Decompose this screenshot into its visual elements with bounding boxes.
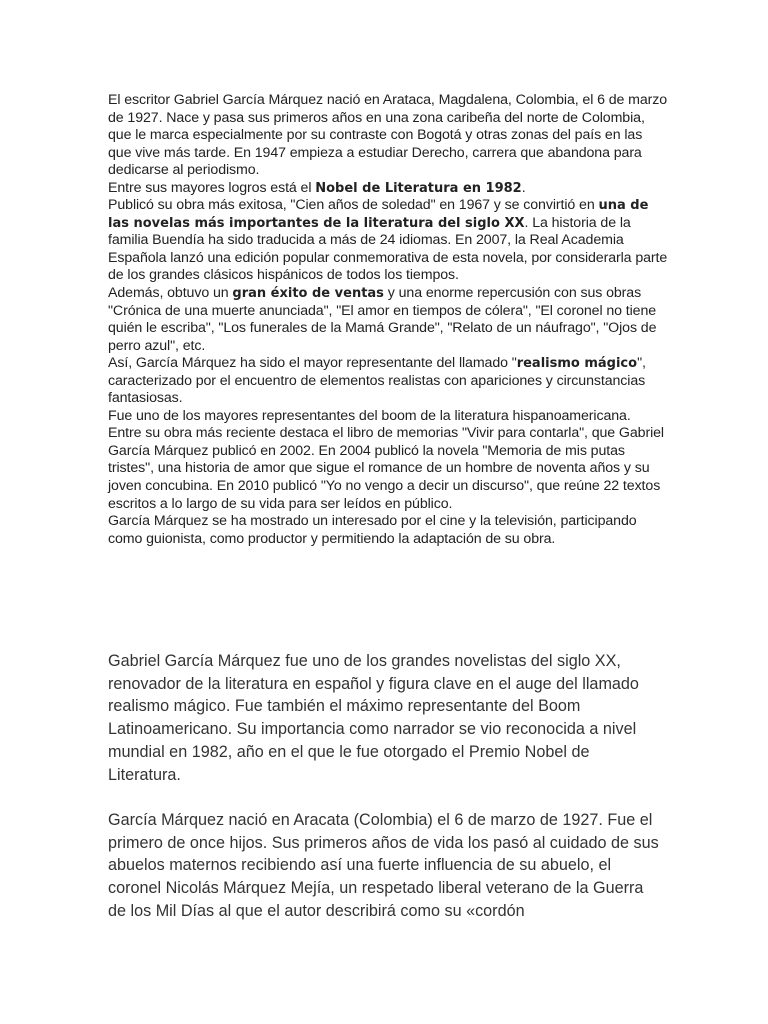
bio-paragraph-cine: García Márquez se ha mostrado un interesado por el cine y la televisión, participando como guionista, como productor y permitiendo la adaptación de su obra. [108,513,637,547]
bio-text: . La historia de la familia Buendía ha sido traducida a más de 24 idiomas. En 2007, la Real Academia Española lanzó una edición popular conmemorativa de esta novela, por considerarla parte de los grandes clásicos hispánicos de todos los tiempos. [108,214,668,284]
biography-section [108,92,668,548]
essay-text: García Márquez nació en Aracata (Colombia) el 6 de marzo de 1927. Fue el primero de once hijos. Sus primeros años de vida los pasó al cuidado de sus abuelos maternos recibiendo así una fuerte influencia de su abuelo, el coronel Nicolás Márquez Mejía, un respetado liberal veterano de la Guerra de los Mil Días al que el autor describirá como su «cordón [108,811,659,920]
bio-highlight: realismo mágico [516,356,638,372]
bio-paragraph-birth: El escritor Gabriel García Márquez nació en Arataca, Magdalena, Colombia, el 6 de marzo de 1927. Nace y pasa sus primeros años en una zona caribeña del norte de Colombia, que le marca especialmente por su contraste con Bogotá y otras zonas del país en las que vive más tarde. En 1947 empieza a estudiar Derecho, carrera que abandona para dedicarse al periodismo. [108,92,668,179]
bio-paragraph-obra-reciente: Entre su obra más reciente destaca el libro de memorias "Vivir para contarla", que Gabriel García Márquez publicó en 2002. En 2004 publicó la novela "Memoria de mis putas tristes", una historia de amor que sigue el romance de un hombre de noventa años y su joven concubina. En 2010 publicó "Yo no vengo a decir un discurso", que reúne 22 textos escritos a lo largo de su vida para ser leídos en público. [108,425,664,512]
essay-paragraph-intro [108,650,663,786]
essay-text: Gabriel García Márquez fue uno de los grandes novelistas del siglo XX, renovador de la literatura en español y figura clave en el auge del llamado realismo mágico. Fue también el máximo representante del Boom Latinoamericano. Su importancia como narrador se vio reconocida a nivel mundial en 1982, año en el que le fue otorgado el Premio Nobel de Literatura. [108,652,639,784]
bio-paragraph-realismo [108,355,668,408]
bio-text: Además, obtuvo un [108,285,233,302]
bio-highlight: gran éxito de ventas [232,286,384,302]
bio-text: ", caracterizado por el encuentro de elementos realistas con apariciones y circunstancias fantasiosas. [108,355,646,407]
bio-text: Entre sus mayores logros está el [108,179,316,196]
bio-text: Publicó su obra más exitosa, "Cien años de soledad" en 1967 y se convirtió en [108,197,599,214]
essay-paragraph-birth [108,809,663,923]
bio-text: . [521,179,526,196]
bio-paragraph-ventas [108,285,668,355]
bio-highlight: una de las novelas más importantes de la literatura del siglo XX [108,198,649,231]
bio-highlight: Nobel de Literatura en 1982 [315,180,522,196]
bio-paragraph-boom: Fue uno de los mayores representantes del boom de la literatura hispanoamericana. [108,407,631,424]
bio-text: Así, García Márquez ha sido el mayor representante del llamado " [108,355,517,372]
bio-text: y una enorme repercusión con sus obras "Crónica de una muerte anunciada", "El amor en tiempos de cólera", "El coronel no tiene quién le escriba", "Los funerales de la Mamá Grande", "Relato de un náufrago", "Ojos de perro azul", etc. [108,285,657,354]
bio-paragraph-nobel [108,180,668,198]
bio-paragraph-cien-anos [108,197,668,285]
